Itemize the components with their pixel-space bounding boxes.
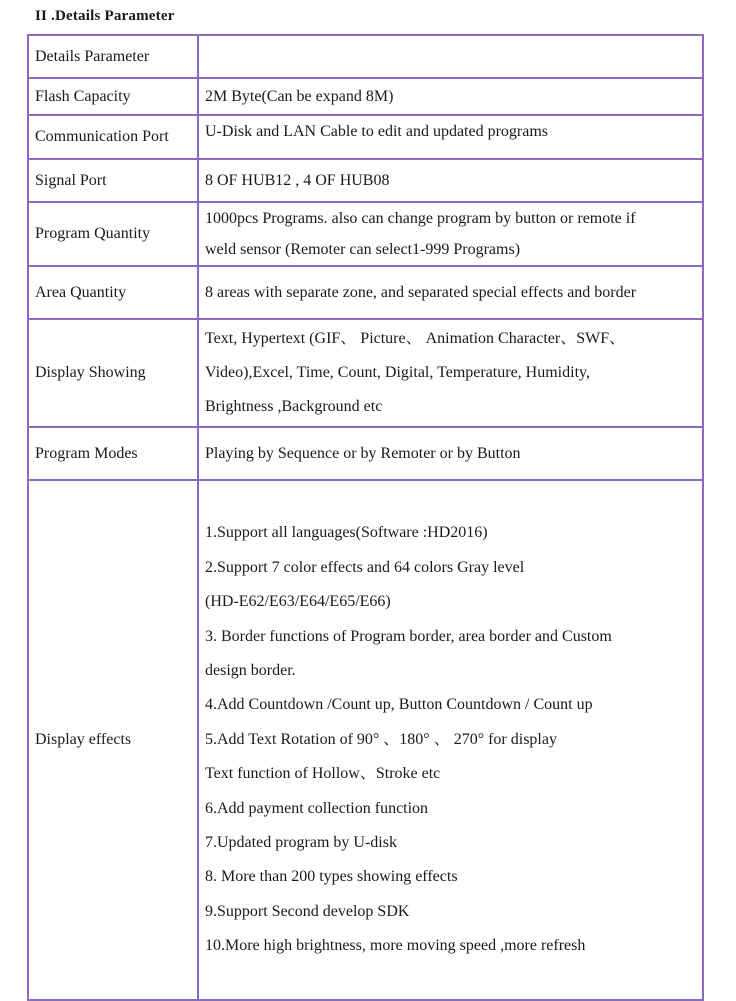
value-line: 8. More than 200 types showing effects bbox=[205, 868, 458, 886]
table-row bbox=[28, 319, 703, 427]
value-line: 1000pcs Programs. also can change program by button or remote if bbox=[205, 210, 636, 227]
value-line: 4.Add Countdown /Count up, Button Countdown / Count up bbox=[205, 696, 593, 714]
table-row bbox=[28, 427, 703, 480]
value-line: Video),Excel, Time, Count, Digital, Temperature, Humidity, bbox=[205, 364, 590, 381]
value-line: 1.Support all languages(Software :HD2016) bbox=[205, 524, 488, 542]
row-label: Details Parameter bbox=[28, 35, 198, 78]
section-title: II .Details Parameter bbox=[35, 8, 175, 24]
row-label: Communication Port bbox=[28, 115, 198, 159]
row-value bbox=[198, 427, 703, 480]
value-line: 2M Byte(Can be expand 8M) bbox=[205, 87, 394, 105]
table-row bbox=[28, 115, 703, 159]
value-line: Text function of Hollow、Stroke etc bbox=[205, 765, 441, 783]
row-value bbox=[198, 202, 703, 266]
row-value bbox=[198, 480, 703, 1000]
value-line: 10.More high brightness, more moving speed ,more refresh bbox=[205, 937, 586, 955]
value-line: 5.Add Text Rotation of 90° 、180° 、 270° for display bbox=[205, 730, 557, 748]
row-label: Signal Port bbox=[28, 159, 198, 202]
value-line: Playing by Sequence or by Remoter or by Button bbox=[205, 444, 521, 462]
value-line: 8 OF HUB12 , 4 OF HUB08 bbox=[205, 171, 390, 189]
row-value bbox=[198, 115, 703, 159]
value-line: 9.Support Second develop SDK bbox=[205, 902, 410, 920]
value-line: weld sensor (Remoter can select1-999 Programs) bbox=[205, 241, 521, 258]
table-row bbox=[28, 266, 703, 319]
row-label: Program Quantity bbox=[28, 202, 198, 266]
row-label: Display Showing bbox=[28, 319, 198, 427]
table-row bbox=[28, 202, 703, 266]
row-value bbox=[198, 35, 703, 78]
row-label: Flash Capacity bbox=[28, 78, 198, 115]
value-line: 6.Add payment collection function bbox=[205, 799, 429, 817]
row-value bbox=[198, 78, 703, 115]
row-value bbox=[198, 266, 703, 319]
row-label: Display effects bbox=[28, 480, 198, 1000]
value-line: design border. bbox=[205, 661, 296, 679]
value-line: 3. Border functions of Program border, area border and Custom bbox=[205, 627, 612, 645]
details-parameter-table bbox=[27, 34, 704, 1001]
row-label: Program Modes bbox=[28, 427, 198, 480]
table-row bbox=[28, 78, 703, 115]
value-line: U-Disk and LAN Cable to edit and updated programs bbox=[205, 123, 549, 140]
table-row bbox=[28, 35, 703, 78]
value-line: 2.Support 7 color effects and 64 colors Gray level bbox=[205, 558, 525, 576]
table-row bbox=[28, 480, 703, 1000]
value-line: Brightness ,Background etc bbox=[205, 398, 383, 415]
value-line: Text, Hypertext (GIF、 Picture、 Animation Character、SWF、 bbox=[205, 330, 626, 347]
row-label: Area Quantity bbox=[28, 266, 198, 319]
value-line: 7.Updated program by U-disk bbox=[205, 834, 397, 852]
value-line: (HD-E62/E63/E64/E65/E66) bbox=[205, 593, 391, 611]
row-value bbox=[198, 159, 703, 202]
table-row bbox=[28, 159, 703, 202]
value-line: 8 areas with separate zone, and separated special effects and border bbox=[205, 283, 637, 301]
row-value bbox=[198, 319, 703, 427]
